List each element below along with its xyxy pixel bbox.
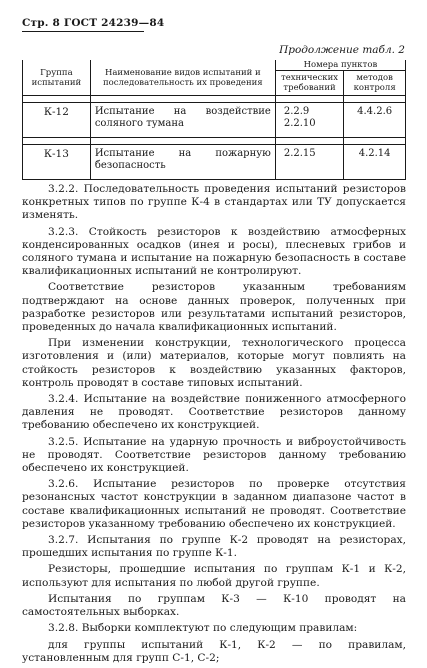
paragraph: 3.2.5. Испытание на ударную прочность и виброустойчивость не проводят. Соответствие резисторов данному требованию обеспечено их конструкцией. [22,435,406,475]
cell-method: 4.4.2.6 [344,103,406,138]
paragraph: 3.2.6. Испытание резисторов по проверке отсутствия резонансных частот конструкции в заданном диапазоне частот в составе квалификационных испытаний не проводят. Соответствие резисторов указанному требованию обеспечено их конструкцией. [22,478,406,530]
cell-tech: 2.2.15 [275,145,343,180]
header-underline [22,31,144,32]
body-text [22,183,406,668]
cell-name: Испытание на пожарную безопасность [90,145,275,180]
col-header-method: методов контроля [344,71,406,96]
cell-tech: 2.2.9 2.2.10 [275,103,343,138]
col-header-name: Наименование видов испытаний и последовательность их проведения [90,60,275,96]
paragraph: для группы испытаний К-1, К-2 — по правилам, установленным для групп С-1, С-2; [22,638,406,664]
header-text: Стр. 8 ГОСТ 24239—84 [22,17,165,29]
page-header [22,17,164,32]
paragraph: 3.2.2. Последовательность проведения испытаний резисторов конкретных типов по группе К-4 в стандартах или ТУ допускается изменять. [22,183,406,222]
tests-table [22,60,406,180]
paragraph: 3.2.3. Стойкость резисторов к воздействию атмосферных конденсированных осадков (инея и росы), плесневых грибов и соляного тумана и испытание на пожарную безопасность в составе квалификационных испытаний не контролируют. [22,225,406,278]
col-header-group: Группа испытаний [23,60,91,96]
cell-group: К-13 [23,145,91,180]
paragraph: При изменении конструкции, технологического процесса изготовления и (или) материалов, которые могут повлиять на стойкость резисторов к воздействию указанных факторов, контроль проводят в составе типовых испытаний. [22,337,406,389]
table-continuation-label: Продолжение табл. 2 [279,44,405,56]
paragraph: 3.2.7. Испытания по группе К-2 проводят на резисторах, прошедших испытания по группе К-1. [22,534,406,560]
paragraph: 3.2.4. Испытание на воздействие пониженного атмосферного давления не проводят. Соответствие резисторов данному требованию обеспечено их конструкцией. [22,393,406,432]
paragraph: Резисторы, прошедшие испытания по группам К-1 и К-2, используют для испытания по любой другой группе. [22,563,406,589]
cell-method: 4.2.14 [344,145,406,180]
table-row [23,145,406,180]
cell-group: К-12 [23,103,91,138]
paragraph: 3.2.8. Выборки комплектуют по следующим правилам: [48,622,358,635]
col-header-tech: технических требований [275,71,343,96]
col-header-points: Номера пунктов [275,60,405,71]
table-row [23,103,406,138]
paragraph: Испытания по группам К-3 — К-10 проводят на самостоятельных выборках. [22,592,406,619]
paragraph: Соответствие резисторов указанным требованиям подтверждают на основе данных проверок, полученных при разработке резисторов или результатами испытаний резисторов, проведенных до начала квалификационных испытаний. [22,281,406,334]
cell-name: Испытание на воздействие соляного тумана [90,103,275,138]
